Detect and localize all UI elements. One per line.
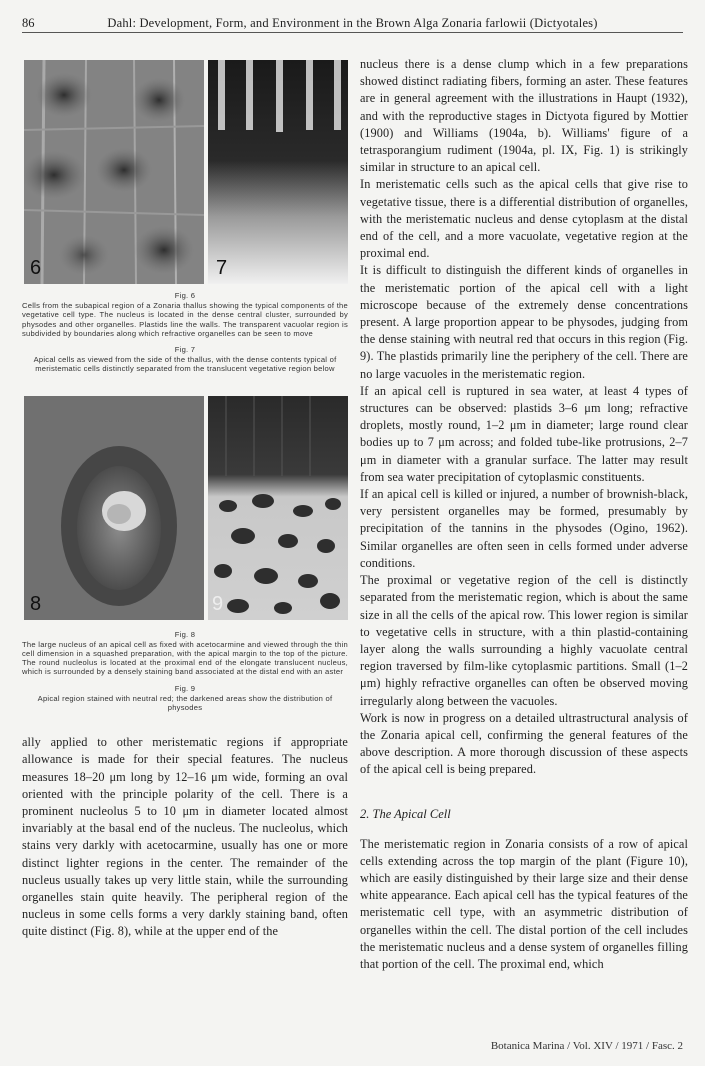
figure-6-photo [24, 60, 204, 284]
figure-6-label: 6 [30, 257, 42, 279]
figure-9-photo [208, 396, 348, 620]
running-header [22, 14, 683, 33]
figure-7-label: 7 [216, 257, 228, 279]
section-heading: 2. The Apical Cell [360, 806, 451, 821]
figure-7-photo [208, 60, 348, 284]
micrograph-8-image [24, 396, 204, 620]
figure-8-caption-title: Fig. 8 [174, 629, 196, 639]
figure-9-caption: Apical region stained with neutral red; the darkened areas show the distribution of physodes [37, 693, 333, 713]
figure-pair-8-9 [22, 396, 348, 620]
right-column [360, 56, 688, 973]
body-paragraph-7: Work is now in progress on a detailed ultrastructural analysis of the Zonaria apical cell, confirming the general features of the above description. A more thorough discussion of these aspects of the apical cell is being prepared. [360, 710, 688, 777]
figure-8-photo [24, 396, 204, 620]
body-paragraph-3: It is difficult to distinguish the different kinds of organelles in the meristematic portion of the apical cell with a light microscope because of the extremely dense concentrations present. A large proportion appear to be physodes, judging from the dense staining with neutral red that occurs in this region (Fig. 9). The plastids primarily line the periphery of the cell. There are no large vacuoles in the meristematic region. [360, 263, 688, 381]
left-column [22, 60, 348, 941]
journal-footer: Botanica Marina / Vol. XIV / 1971 / Fasc. 2 [490, 1040, 683, 1052]
figure-8-label: 8 [30, 592, 42, 615]
figure-6-caption-title: Fig. 6 [174, 291, 196, 300]
body-paragraph-6: The proximal or vegetative region of the cell is distinctly separated from the meristematic region, which is about the same size in all the cells of the apical row. This lower region is similar to vegetative cells in structure, with a thin plastid-containing layer along the walls surrounding a highly vacuolate central region traversed by film-like cytoplasmic partitions. Small (1–2 μm) highly refractive organelles can often be observed moving irregularly along between the vacuoles. [360, 573, 688, 708]
figure-9-caption-title: Fig. 9 [174, 683, 196, 693]
micrograph-9-image [208, 396, 348, 620]
body-paragraph-2: In meristematic cells such as the apical cells that give rise to vegetative tissue, there is a differential distribution of organelles, with the meristematic nucleus and dense cytoplasm at the distal end of the cell, and a more vacuolate, vegetative region at the proximal end. [360, 177, 688, 261]
body-paragraph-5: If an apical cell is killed or injured, a number of brownish-black, very persistent organelles may be formed, presumably by precipitation of the tannins in the physodes (Ogino, 1962). Similar organelles are often seen in cells formed under adverse conditions. [360, 487, 688, 570]
micrograph-6-image [24, 60, 204, 284]
section-paragraph: The meristematic region in Zonaria consists of a row of apical cells extending across the top margin of the plant (Figure 10), which are easily distinguished by their large size and their dense white appearance. Each apical cell has the typical features of the meristematic cell type, with an asymmetric distribution of organelles within the cell. The distal portion of the cell includes the meristematic nucleus and a dense system of organelles filling that portion of the cell. The proximal end, which [360, 836, 688, 971]
micrograph-7-image [208, 60, 348, 284]
figure-9-label: 9 [212, 592, 224, 615]
figure-8-caption: The large nucleus of an apical cell as fixed with acetocarmine and viewed through the thin cell dimension in a squashed preparation, with the apical margin to the top of the picture. The round nucleolus is located at the proximal end of the elongate translucent nucleus, which is surrounded by a densely staining band associated at the distal end with an aster [22, 639, 348, 677]
running-title: Dahl: Development, Form, and Environment in the Brown Alga Zonaria farlowii (Dictyotales) [107, 16, 598, 30]
figure-6-caption: Cells from the subapical region of a Zonaria thallus showing the typical components of the vegetative cell type. The nucleus is located in the dense central cluster, surrounded by physodes and other organelles. Plastids line the walls. The transparent vacuolar region is subdivided by boundaries along which refractive organelles can be seen to move [22, 301, 348, 338]
figure-7-caption-title: Fig. 7 [174, 345, 196, 355]
figure-pair-6-7 [22, 60, 348, 284]
page-number: 86 [22, 16, 35, 30]
figure-7-caption: Apical cells as viewed from the side of the thallus, with the dense contents typical of meristematic cells distinctly separated from the translucent vegetative region below [33, 355, 337, 374]
body-paragraph-1: nucleus there is a dense clump which in a few preparations showed distinct radiating fibers, forming an aster. These features are in general agreement with the illustrations in Haupt (1932), and with the reproductive stages in Dictyota figured by Mottier (1900) and Williams (1904a, b). Williams' figure of a tetrasporangium rudiment (1904a, pl. IX, Fig. 1) is strikingly similar in structure to an apical cell. [360, 57, 688, 175]
body-paragraph-4: If an apical cell is ruptured in sea water, at least 4 types of structures can be observed: plastids 3–6 μm long; refractive droplets, mostly round, 1–2 μm in diameter; large round clear bodies up to 7 μm across; and folded tube-like protrusions, 2–7 μm in diameter with a granular surface. The latter may result from sea water precipitation of cytoplasmic constituents. [360, 383, 688, 484]
left-column-paragraph: ally applied to other meristematic regions if appropriate allowance is made for their special features. The nucleus measures 18–20 μm long by 12–16 μm wide, forming an oval oriented with the principle polarity of the cell. There is a prominent nucleolus 5 to 10 μm in diameter located almost invariably at the basal end of the nucleus. The nucleolus, which stains very darkly with acetocarmine, usually has one or more distinct lighter regions in the center. The remainder of the nucleus usually takes up very little stain, while the surrounding organelles stain quite heavily. The peripheral region of the nucleus in some cells forms a very darkly staining band, often quite distinct (Fig. 8), while at the upper end of the [22, 735, 348, 939]
